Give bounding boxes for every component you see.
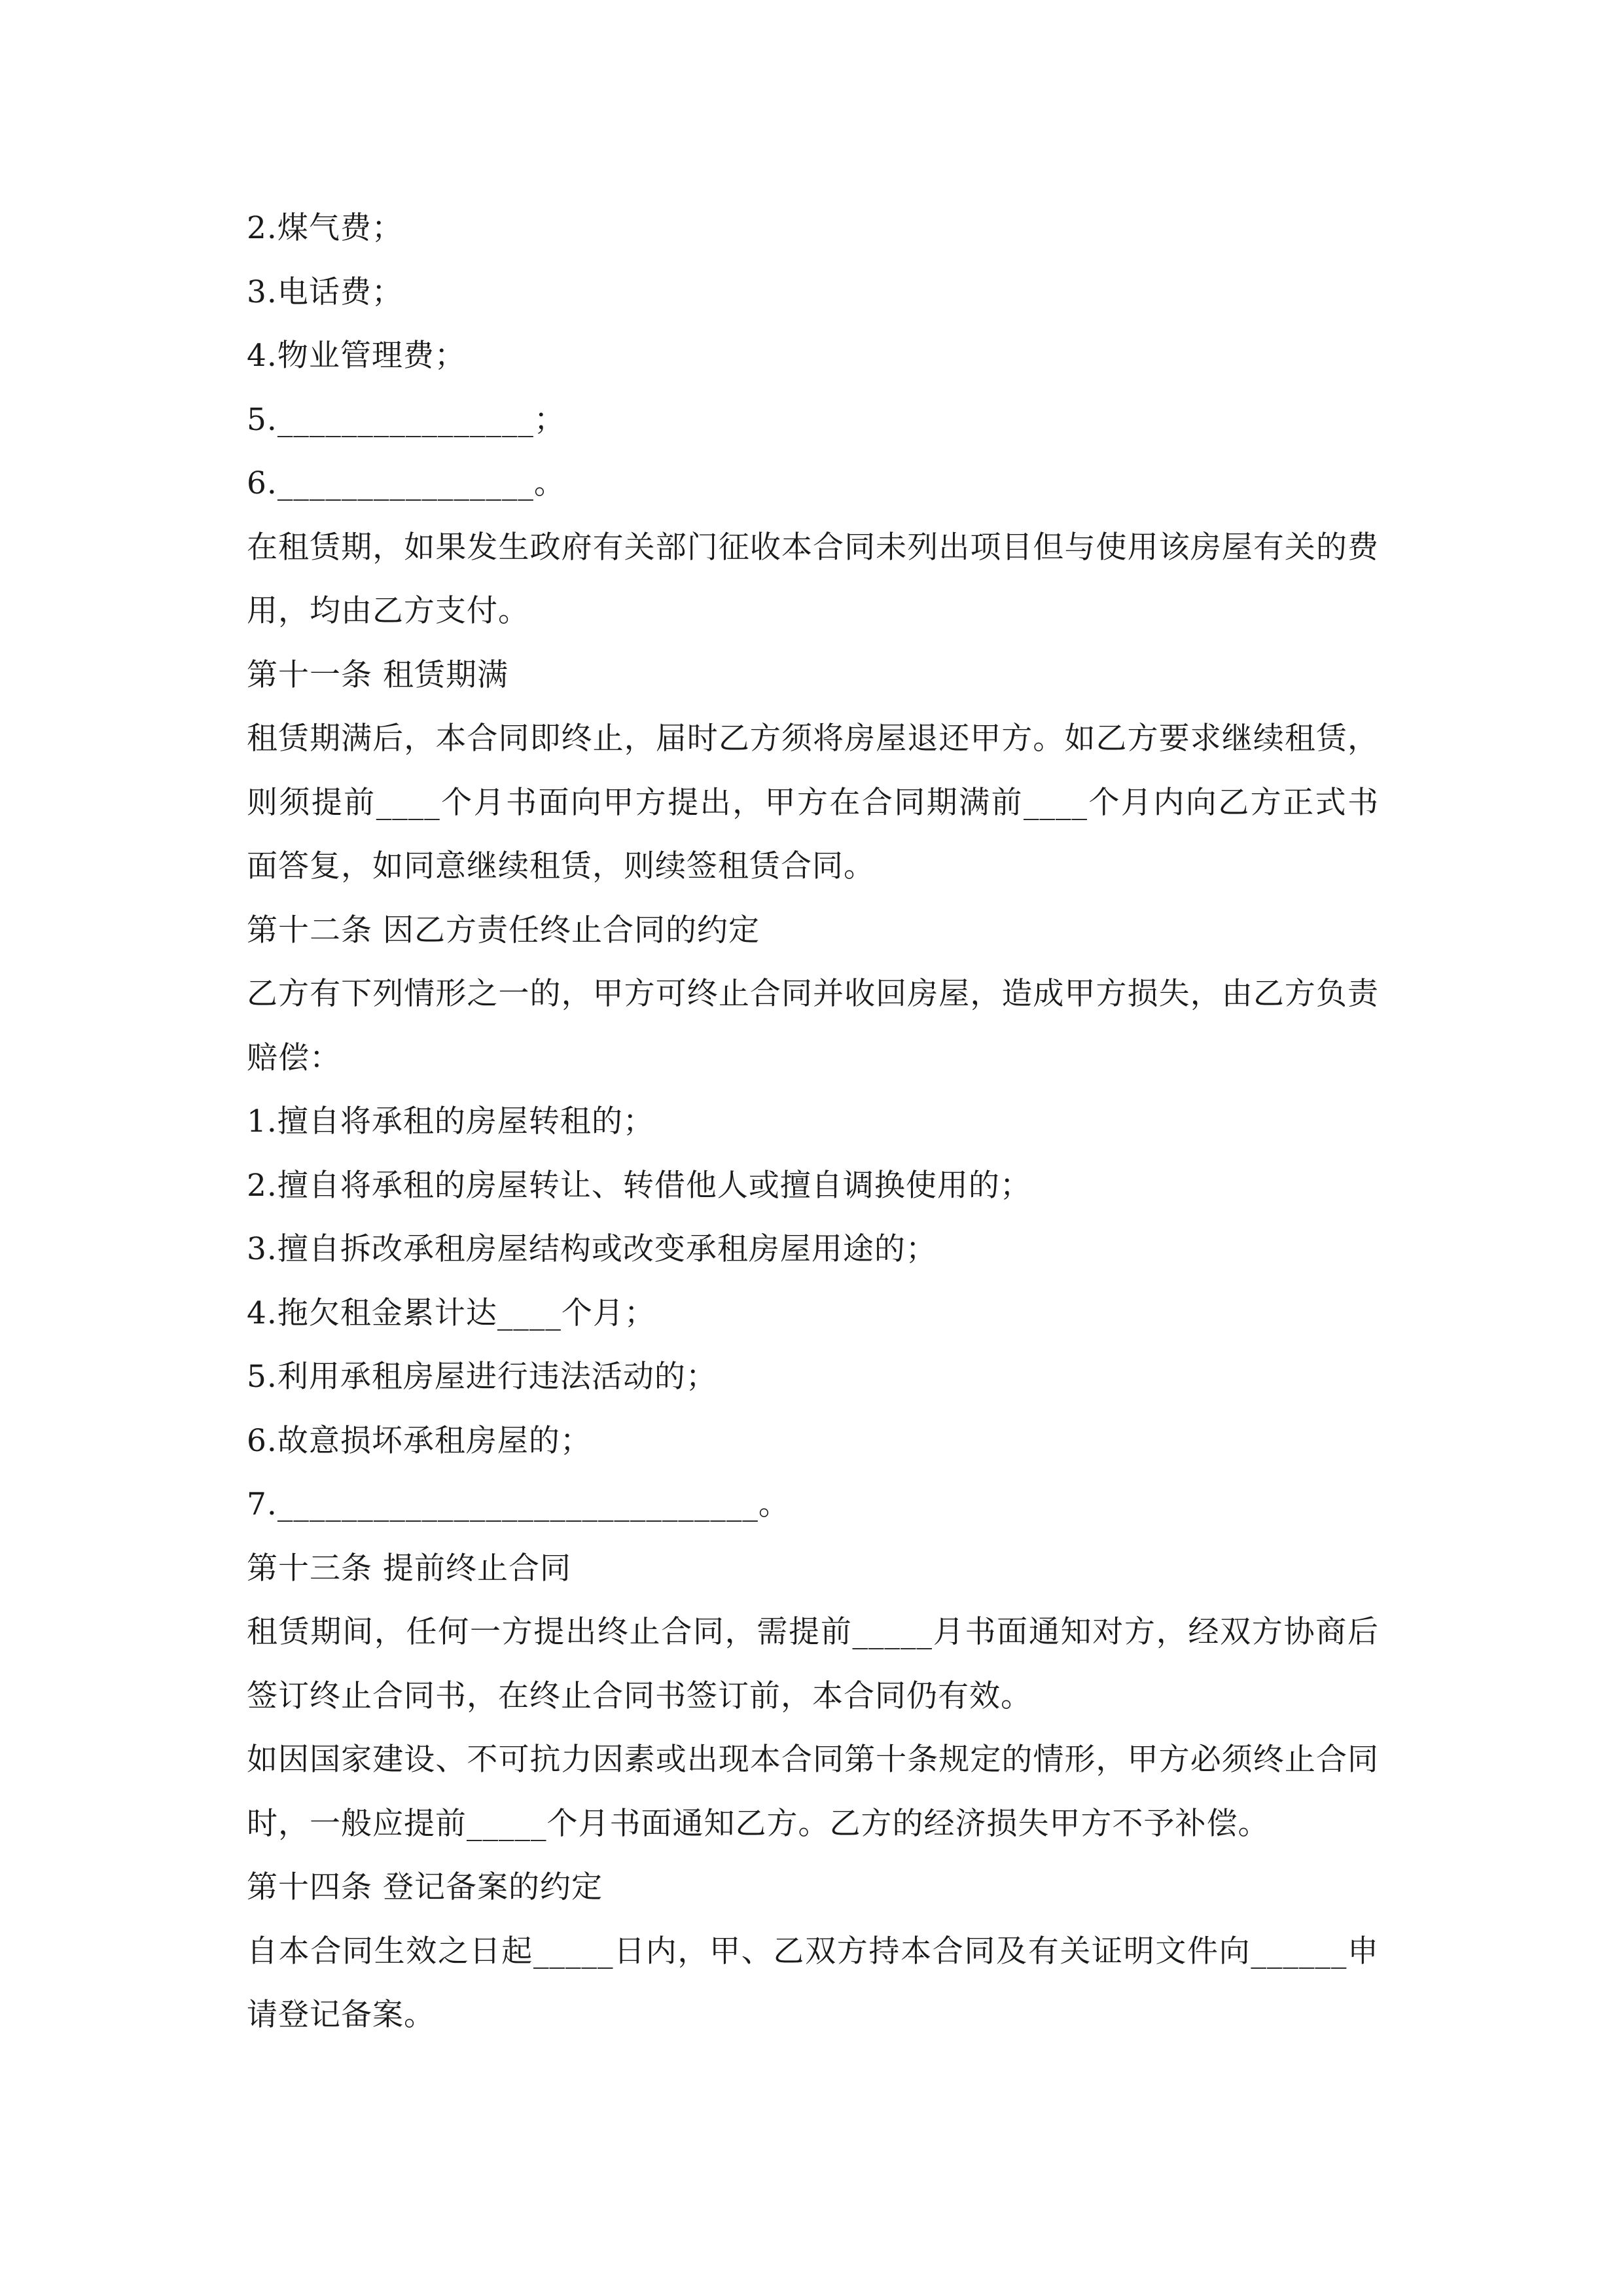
paragraph-force-majeure: 如因国家建设、不可抗力因素或出现本合同第十条规定的情形，甲方必须终止合同时，一般应提前_____个月书面通知乙方。乙方的经济损失甲方不予补偿。 bbox=[247, 1742, 1379, 1842]
article-12-heading: 第十二条 因乙方责任终止合同的约定 bbox=[247, 912, 760, 948]
list-item-damage: 6.故意损坏承租房屋的； bbox=[247, 1422, 592, 1459]
document-body bbox=[247, 196, 1379, 2047]
list-item-gas-fee: 2.煤气费； bbox=[247, 210, 403, 246]
list-item-illegal-use: 5.利用承租房屋进行违法活动的； bbox=[247, 1359, 717, 1395]
list-item-alter-structure: 3.擅自拆改承租房屋结构或改变承租房屋用途的； bbox=[247, 1231, 937, 1267]
list-item-rent-arrears: 4.拖欠租金累计达____个月； bbox=[247, 1295, 656, 1331]
article-14-heading: 第十四条 登记备案的约定 bbox=[247, 1869, 603, 1905]
paragraph-termination-conditions: 乙方有下列情形之一的，甲方可终止合同并收回房屋，造成甲方损失，由乙方负责赔偿： bbox=[247, 976, 1379, 1076]
paragraph-early-termination: 租赁期间，任何一方提出终止合同，需提前_____月书面通知对方，经双方协商后签订终止合同书，在终止合同书签订前，本合同仍有效。 bbox=[247, 1614, 1379, 1714]
list-item-phone-fee: 3.电话费； bbox=[247, 274, 403, 310]
article-13-heading: 第十三条 提前终止合同 bbox=[247, 1550, 571, 1587]
paragraph-lease-expiry: 租赁期满后，本合同即终止，届时乙方须将房屋退还甲方。如乙方要求继续租赁，则须提前____个月书面向甲方提出，甲方在合同期满前____个月内向乙方正式书面答复，如同意继续租赁，则续签租赁合同。 bbox=[247, 721, 1379, 884]
paragraph-extra-fees: 在租赁期，如果发生政府有关部门征收本合同未列出项目但与使用该房屋有关的费用，均由乙方支付。 bbox=[247, 529, 1379, 629]
article-11-heading: 第十一条 租赁期满 bbox=[247, 656, 508, 693]
list-item-blank-7: 7.______________________________。 bbox=[247, 1486, 790, 1522]
list-item-property-fee: 4.物业管理费； bbox=[247, 338, 466, 374]
paragraph-registration: 自本合同生效之日起_____日内，甲、乙双方持本合同及有关证明文件向______申请登记备案。 bbox=[247, 1933, 1379, 2033]
list-item-blank-6: 6.________________。 bbox=[247, 465, 565, 501]
list-item-blank-5: 5.________________； bbox=[247, 401, 565, 438]
list-item-transfer: 2.擅自将承租的房屋转让、转借他人或擅自调换使用的； bbox=[247, 1167, 1031, 1204]
list-item-sublet: 1.擅自将承租的房屋转租的； bbox=[247, 1103, 654, 1139]
